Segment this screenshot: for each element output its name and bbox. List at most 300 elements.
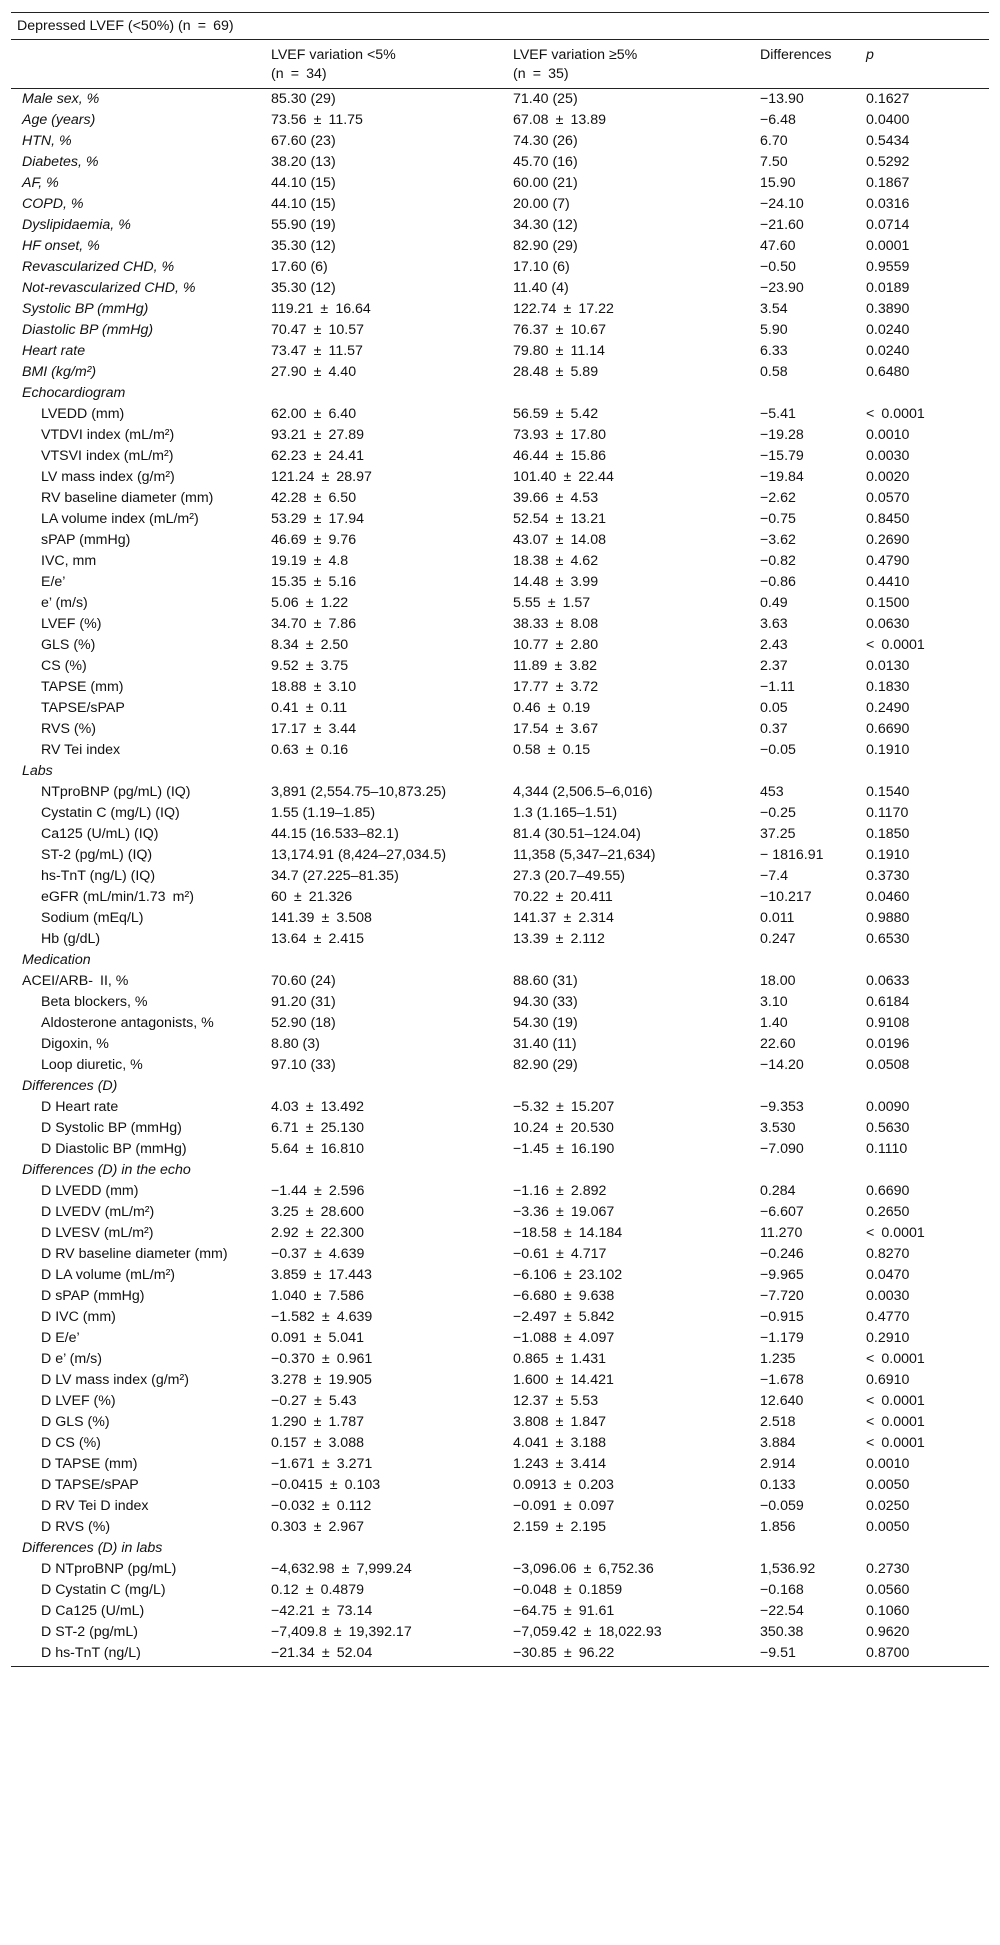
cell-low-variation: 85.30 (29) <box>271 91 336 107</box>
cell-high-variation: 27.3 (20.7–49.55) <box>513 868 626 884</box>
table-row <box>11 866 989 887</box>
cell-p-value: 0.8270 <box>866 1246 910 1262</box>
cell-high-variation: −0.048 ± 0.1859 <box>513 1582 623 1598</box>
cell-p-value: 0.0050 <box>866 1519 910 1535</box>
table-row <box>11 1244 989 1265</box>
cell-difference: 0.284 <box>760 1183 796 1199</box>
row-label: Revascularized CHD, % <box>22 259 175 275</box>
cell-low-variation <box>271 1160 513 1181</box>
table-row <box>11 1139 989 1160</box>
cell-p-value: 0.8450 <box>866 511 910 527</box>
cell-high-variation <box>513 1538 760 1559</box>
table-row <box>11 677 989 698</box>
cell-low-variation: 70.47 ± 10.57 <box>271 322 364 338</box>
cell-difference: −7.090 <box>760 1141 804 1157</box>
cell-low-variation <box>271 1076 513 1097</box>
cell-high-variation: 46.44 ± 15.86 <box>513 448 606 464</box>
row-label: Hb (g/dL) <box>41 931 101 947</box>
row-label: LVEDD (mm) <box>41 406 125 422</box>
cell-high-variation <box>513 950 760 971</box>
cell-difference: 1,536.92 <box>760 1561 816 1577</box>
cell-high-variation <box>513 1160 760 1181</box>
table-row <box>11 719 989 740</box>
row-label: D hs-TnT (ng/L) <box>11 1643 271 1667</box>
table-row <box>11 1391 989 1412</box>
cell-p-value <box>866 950 989 971</box>
cell-high-variation: 81.4 (30.51–124.04) <box>513 826 641 842</box>
cell-difference: 2.914 <box>760 1456 796 1472</box>
cell-low-variation <box>271 383 513 404</box>
row-label: sPAP (mmHg) <box>41 532 131 548</box>
row-label: D Heart rate <box>41 1099 119 1115</box>
cell-low-variation <box>271 950 513 971</box>
table-row <box>11 698 989 719</box>
table-row <box>11 950 989 971</box>
cell-high-variation: 13.39 ± 2.112 <box>513 931 605 947</box>
cell-difference: 3.10 <box>760 994 788 1010</box>
cell-high-variation: 79.80 ± 11.14 <box>513 343 605 359</box>
row-label: Male sex, % <box>22 91 100 107</box>
cell-p-value: 0.1060 <box>866 1603 910 1619</box>
cell-low-variation: 18.88 ± 3.10 <box>271 679 357 695</box>
row-label: IVC, mm <box>41 553 97 569</box>
cell-difference: −24.10 <box>760 196 804 212</box>
cell-difference: −0.05 <box>760 742 796 758</box>
cell-low-variation: 44.10 (15) <box>271 196 336 212</box>
table-row <box>11 383 989 404</box>
cell-p-value: 0.2490 <box>866 700 910 716</box>
cell-p-value: 0.4770 <box>866 1309 910 1325</box>
cell-low-variation: 46.69 ± 9.76 <box>271 532 357 548</box>
table-row <box>11 887 989 908</box>
row-label: LVEF (%) <box>41 616 102 632</box>
cell-high-variation: 2.159 ± 2.195 <box>513 1519 606 1535</box>
cell-high-variation: 74.30 (26) <box>513 133 578 149</box>
cell-high-variation: −7,059.42 ± 18,022.93 <box>513 1624 662 1640</box>
table-row <box>11 1118 989 1139</box>
table-row <box>11 971 989 992</box>
cell-difference: 1.856 <box>760 1519 796 1535</box>
table-row <box>11 782 989 803</box>
cell-high-variation: 5.55 ± 1.57 <box>513 595 591 611</box>
row-label: D sPAP (mmHg) <box>41 1288 145 1304</box>
cell-difference: −0.82 <box>760 553 796 569</box>
table-row <box>11 89 989 111</box>
cell-high-variation: 76.37 ± 10.67 <box>513 322 606 338</box>
cell-low-variation: 35.30 (12) <box>271 238 336 254</box>
cell-low-variation: 3.25 ± 28.600 <box>271 1204 364 1220</box>
cell-p-value: 0.0570 <box>866 490 910 506</box>
cell-low-variation: 60 ± 21.326 <box>271 889 353 905</box>
cell-difference: −6.48 <box>760 112 796 128</box>
header-group-high: LVEF variation ≥5% (n = 35) <box>513 40 760 89</box>
cell-difference: −9.51 <box>760 1643 866 1667</box>
cell-p-value: 0.6184 <box>866 994 910 1010</box>
cell-high-variation: 141.37 ± 2.314 <box>513 910 614 926</box>
cell-difference: 5.90 <box>760 322 788 338</box>
cell-high-variation: 10.77 ± 2.80 <box>513 637 599 653</box>
table-row <box>11 1097 989 1118</box>
table-row <box>11 488 989 509</box>
cell-high-variation: −18.58 ± 14.184 <box>513 1225 623 1241</box>
cell-p-value: < 0.0001 <box>866 1351 925 1367</box>
cell-high-variation: 0.46 ± 0.19 <box>513 700 591 716</box>
table-row <box>11 908 989 929</box>
row-label: eGFR (mL/min/1.73 m²) <box>41 889 194 905</box>
cell-high-variation: 17.77 ± 3.72 <box>513 679 599 695</box>
row-label: D ST-2 (pg/mL) <box>41 1624 138 1640</box>
cell-high-variation <box>513 383 760 404</box>
cell-low-variation: 35.30 (12) <box>271 280 336 296</box>
cell-p-value: 0.0090 <box>866 1099 910 1115</box>
table-row <box>11 1349 989 1370</box>
table-row <box>11 614 989 635</box>
cell-p-value: 0.6480 <box>866 364 910 380</box>
row-label: Sodium (mEq/L) <box>41 910 144 926</box>
row-label: TAPSE/sPAP <box>41 700 125 716</box>
cell-p-value: 0.0240 <box>866 322 910 338</box>
table-row <box>11 824 989 845</box>
header-group-low: LVEF variation <5% (n = 34) <box>271 40 513 89</box>
cell-difference: −3.62 <box>760 532 796 548</box>
row-label: BMI (kg/m²) <box>22 364 97 380</box>
cell-high-variation: 17.10 (6) <box>513 259 570 275</box>
cell-p-value: 0.3730 <box>866 868 910 884</box>
cell-high-variation: −64.75 ± 91.61 <box>513 1603 615 1619</box>
row-label: D LV mass index (g/m²) <box>41 1372 189 1388</box>
table-row <box>11 236 989 257</box>
row-label: Age (years) <box>22 112 96 128</box>
cell-p-value: 0.9620 <box>866 1624 910 1640</box>
table-row <box>11 1181 989 1202</box>
row-label: E/e’ <box>41 574 66 590</box>
cell-high-variation: 56.59 ± 5.42 <box>513 406 599 422</box>
cell-p-value: 0.0460 <box>866 889 910 905</box>
table-row <box>11 929 989 950</box>
cell-p-value: 0.0400 <box>866 112 910 128</box>
cell-p-value: 0.2730 <box>866 1561 910 1577</box>
table-row <box>11 845 989 866</box>
row-label: Diabetes, % <box>22 154 99 170</box>
cell-difference <box>760 383 866 404</box>
row-label: Loop diuretic, % <box>41 1057 143 1073</box>
row-label: HF onset, % <box>22 238 100 254</box>
cell-high-variation: −2.497 ± 5.842 <box>513 1309 615 1325</box>
cell-p-value: 0.6910 <box>866 1372 910 1388</box>
cell-low-variation: 42.28 ± 6.50 <box>271 490 357 506</box>
cell-difference: −1.11 <box>760 679 795 695</box>
table-row <box>11 215 989 236</box>
cell-high-variation: 122.74 ± 17.22 <box>513 301 614 317</box>
cell-low-variation: 27.90 ± 4.40 <box>271 364 357 380</box>
cell-high-variation: 54.30 (19) <box>513 1015 578 1031</box>
table-row <box>11 173 989 194</box>
row-label: NTproBNP (pg/mL) (IQ) <box>41 784 191 800</box>
table-row <box>11 1496 989 1517</box>
table-row <box>11 1265 989 1286</box>
cell-difference <box>760 1076 866 1097</box>
cell-low-variation: 44.10 (15) <box>271 175 336 191</box>
cell-p-value: 0.3890 <box>866 301 910 317</box>
cell-high-variation: 18.38 ± 4.62 <box>513 553 599 569</box>
cell-p-value: 0.0050 <box>866 1477 910 1493</box>
cell-low-variation: −0.370 ± 0.961 <box>271 1351 373 1367</box>
row-label: D TAPSE/sPAP <box>41 1477 139 1493</box>
table-row <box>11 740 989 761</box>
cell-low-variation: −7,409.8 ± 19,392.17 <box>271 1624 412 1640</box>
cell-p-value: 0.1110 <box>866 1141 908 1157</box>
cell-p-value: 0.0250 <box>866 1498 910 1514</box>
cell-low-variation: −4,632.98 ± 7,999.24 <box>271 1561 412 1577</box>
cell-difference: −2.62 <box>760 490 796 506</box>
cell-difference: −10.217 <box>760 889 812 905</box>
cell-difference: 0.49 <box>760 595 788 611</box>
cell-low-variation: 141.39 ± 3.508 <box>271 910 372 926</box>
table-row <box>11 1580 989 1601</box>
cell-p-value: 0.0240 <box>866 343 910 359</box>
cell-p-value: 0.4790 <box>866 553 910 569</box>
cell-difference: −0.246 <box>760 1246 804 1262</box>
cell-high-variation: 0.58 ± 0.15 <box>513 742 591 758</box>
table-row <box>11 1013 989 1034</box>
cell-high-variation: 20.00 (7) <box>513 196 570 212</box>
cell-high-variation: 70.22 ± 20.411 <box>513 889 613 905</box>
cell-p-value: 0.1867 <box>866 175 910 191</box>
row-label: D IVC (mm) <box>41 1309 116 1325</box>
cell-difference: 2.518 <box>760 1414 796 1430</box>
cell-difference: −7.4 <box>760 868 789 884</box>
cell-low-variation: 6.71 ± 25.130 <box>271 1120 364 1136</box>
cell-p-value: 0.4410 <box>866 574 910 590</box>
table-row <box>11 278 989 299</box>
table-row <box>11 530 989 551</box>
cell-high-variation: 45.70 (16) <box>513 154 578 170</box>
cell-difference: 2.43 <box>760 637 788 653</box>
cell-low-variation: 19.19 ± 4.8 <box>271 553 349 569</box>
cell-p-value: < 0.0001 <box>866 1414 925 1430</box>
table-row <box>11 1412 989 1433</box>
table-row <box>11 1223 989 1244</box>
cell-p-value: < 0.0001 <box>866 406 925 422</box>
row-label: D Ca125 (U/mL) <box>41 1603 145 1619</box>
cell-p-value: 0.2690 <box>866 532 910 548</box>
table-row <box>11 1055 989 1076</box>
cell-p-value: 0.6690 <box>866 721 910 737</box>
cell-low-variation: 67.60 (23) <box>271 133 336 149</box>
cell-high-variation: −5.32 ± 15.207 <box>513 1099 615 1115</box>
cell-difference: −5.41 <box>760 406 796 422</box>
cell-difference: − 1816.91 <box>760 847 824 863</box>
header-variable <box>11 40 271 89</box>
row-label: Beta blockers, % <box>41 994 148 1010</box>
cell-difference: 1.40 <box>760 1015 788 1031</box>
cell-p-value: 0.0010 <box>866 427 910 443</box>
cell-difference: 3.884 <box>760 1435 796 1451</box>
table-row <box>11 1559 989 1580</box>
cell-high-variation: 0.865 ± 1.431 <box>513 1351 606 1367</box>
cell-low-variation: 15.35 ± 5.16 <box>271 574 357 590</box>
row-label: Digoxin, % <box>41 1036 109 1052</box>
cell-difference: −0.75 <box>760 511 796 527</box>
cell-difference <box>760 761 866 782</box>
table-row <box>11 1076 989 1097</box>
cell-p-value: 0.0633 <box>866 973 910 989</box>
cell-high-variation: −1.45 ± 16.190 <box>513 1141 615 1157</box>
cell-difference: −7.720 <box>760 1288 804 1304</box>
row-label: D Systolic BP (mmHg) <box>41 1120 182 1136</box>
row-label: D e’ (m/s) <box>41 1351 102 1367</box>
row-label: D CS (%) <box>41 1435 101 1451</box>
row-label: D LA volume (mL/m²) <box>41 1267 176 1283</box>
cell-low-variation: 97.10 (33) <box>271 1057 336 1073</box>
cell-p-value: 0.1850 <box>866 826 910 842</box>
header-differences: Differences <box>760 40 866 89</box>
table-row <box>11 1601 989 1622</box>
cell-low-variation: 13,174.91 (8,424–27,034.5) <box>271 847 447 863</box>
cell-high-variation: 101.40 ± 22.44 <box>513 469 614 485</box>
table-row <box>11 194 989 215</box>
cell-low-variation: 1.290 ± 1.787 <box>271 1414 364 1430</box>
cell-low-variation: 17.60 (6) <box>271 259 328 275</box>
cell-high-variation: 1.600 ± 14.421 <box>513 1372 614 1388</box>
cell-difference <box>760 1160 866 1181</box>
cell-difference <box>760 950 866 971</box>
cell-high-variation: 11.89 ± 3.82 <box>513 658 598 674</box>
row-label: Medication <box>22 952 91 968</box>
table-row <box>11 446 989 467</box>
row-label: LA volume index (mL/m²) <box>41 511 199 527</box>
cell-difference: −19.84 <box>760 469 804 485</box>
row-label: HTN, % <box>22 133 72 149</box>
cell-p-value: 0.8700 <box>866 1643 989 1667</box>
cell-low-variation: 38.20 (13) <box>271 154 336 170</box>
cell-difference: −23.90 <box>760 280 804 296</box>
cell-p-value: 0.1540 <box>866 784 910 800</box>
cell-p-value: 0.9108 <box>866 1015 910 1031</box>
cell-p-value: 0.1830 <box>866 679 910 695</box>
cell-p-value: 0.9559 <box>866 259 910 275</box>
table-row <box>11 299 989 320</box>
table-row <box>11 593 989 614</box>
cell-difference: −0.50 <box>760 259 796 275</box>
cell-high-variation: 52.54 ± 13.21 <box>513 511 606 527</box>
cell-p-value: 0.0030 <box>866 1288 910 1304</box>
cell-difference: 37.25 <box>760 826 796 842</box>
row-label: VTSVI index (mL/m²) <box>41 448 174 464</box>
cell-difference: 2.37 <box>760 658 788 674</box>
table-body <box>11 89 989 1667</box>
table-row <box>11 257 989 278</box>
cell-low-variation: 13.64 ± 2.415 <box>271 931 364 947</box>
results-table <box>11 12 989 1667</box>
cell-high-variation: −0.61 ± 4.717 <box>513 1246 607 1262</box>
cell-p-value: 0.0189 <box>866 280 910 296</box>
cell-difference: 11.270 <box>760 1225 803 1241</box>
row-label: D Cystatin C (mg/L) <box>41 1582 166 1598</box>
table-row <box>11 1475 989 1496</box>
cell-low-variation: 119.21 ± 16.64 <box>271 301 371 317</box>
row-label: Systolic BP (mmHg) <box>22 301 149 317</box>
row-label: D RVS (%) <box>41 1519 111 1535</box>
row-label: Heart rate <box>22 343 86 359</box>
cell-difference: 3.54 <box>760 301 788 317</box>
cell-low-variation: 8.80 (3) <box>271 1036 320 1052</box>
cell-difference: −0.168 <box>760 1582 804 1598</box>
cell-p-value <box>866 1076 989 1097</box>
row-label: Cystatin C (mg/L) (IQ) <box>41 805 180 821</box>
cell-difference: −21.60 <box>760 217 804 233</box>
cell-p-value: 0.1627 <box>866 91 910 107</box>
cell-difference: −22.54 <box>760 1603 804 1619</box>
cell-high-variation: 88.60 (31) <box>513 973 578 989</box>
row-label: ST-2 (pg/mL) (IQ) <box>41 847 153 863</box>
row-label: Dyslipidaemia, % <box>22 217 131 233</box>
cell-low-variation: 0.091 ± 5.041 <box>271 1330 364 1346</box>
cell-p-value: 0.0470 <box>866 1267 910 1283</box>
cell-difference: 3.63 <box>760 616 788 632</box>
cell-p-value: 0.0020 <box>866 469 910 485</box>
cell-p-value: 0.0316 <box>866 196 910 212</box>
cell-p-value: < 0.0001 <box>866 637 925 653</box>
cell-high-variation: 31.40 (11) <box>513 1036 577 1052</box>
cell-difference: 7.50 <box>760 154 788 170</box>
row-label: RV baseline diameter (mm) <box>41 490 214 506</box>
table-header-row <box>11 40 989 89</box>
row-label: Differences (D) in labs <box>22 1540 163 1556</box>
table-row <box>11 341 989 362</box>
cell-high-variation: 60.00 (21) <box>513 175 578 191</box>
cell-low-variation: 44.15 (16.533–82.1) <box>271 826 399 842</box>
cell-high-variation: 28.48 ± 5.89 <box>513 364 599 380</box>
table-row <box>11 1517 989 1538</box>
table-row <box>11 1034 989 1055</box>
cell-p-value: 0.0508 <box>866 1057 910 1073</box>
table-row <box>11 1370 989 1391</box>
table-row <box>11 1433 989 1454</box>
cell-p-value: 0.0010 <box>866 1456 910 1472</box>
cell-low-variation: 0.303 ± 2.967 <box>271 1519 364 1535</box>
cell-difference: 453 <box>760 784 784 800</box>
cell-p-value <box>866 1160 989 1181</box>
cell-high-variation: 17.54 ± 3.67 <box>513 721 599 737</box>
cell-high-variation: −1.088 ± 4.097 <box>513 1330 615 1346</box>
cell-high-variation: 3.808 ± 1.847 <box>513 1414 606 1430</box>
cell-p-value: 0.0196 <box>866 1036 910 1052</box>
table-row <box>11 152 989 173</box>
cell-difference: −6.607 <box>760 1204 804 1220</box>
cell-low-variation: 4.03 ± 13.492 <box>271 1099 364 1115</box>
cell-low-variation: 1.040 ± 7.586 <box>271 1288 364 1304</box>
table-row <box>11 131 989 152</box>
cell-high-variation: 0.0913 ± 0.203 <box>513 1477 614 1493</box>
cell-p-value: 0.1910 <box>866 742 910 758</box>
cell-p-value: < 0.0001 <box>866 1393 925 1409</box>
cell-difference: −14.20 <box>760 1057 804 1073</box>
cell-p-value: 0.0130 <box>866 658 910 674</box>
row-label: RVS (%) <box>41 721 96 737</box>
cell-p-value: 0.5434 <box>866 133 910 149</box>
cell-high-variation: 11.40 (4) <box>513 280 569 296</box>
cell-difference: −0.059 <box>760 1498 804 1514</box>
cell-p-value <box>866 383 989 404</box>
table-row <box>11 1160 989 1181</box>
cell-high-variation <box>513 761 760 782</box>
cell-low-variation: 17.17 ± 3.44 <box>271 721 357 737</box>
cell-low-variation: −0.032 ± 0.112 <box>271 1498 372 1514</box>
cell-p-value: 0.6530 <box>866 931 910 947</box>
cell-low-variation: 8.34 ± 2.50 <box>271 637 349 653</box>
row-label: D Diastolic BP (mmHg) <box>41 1141 187 1157</box>
